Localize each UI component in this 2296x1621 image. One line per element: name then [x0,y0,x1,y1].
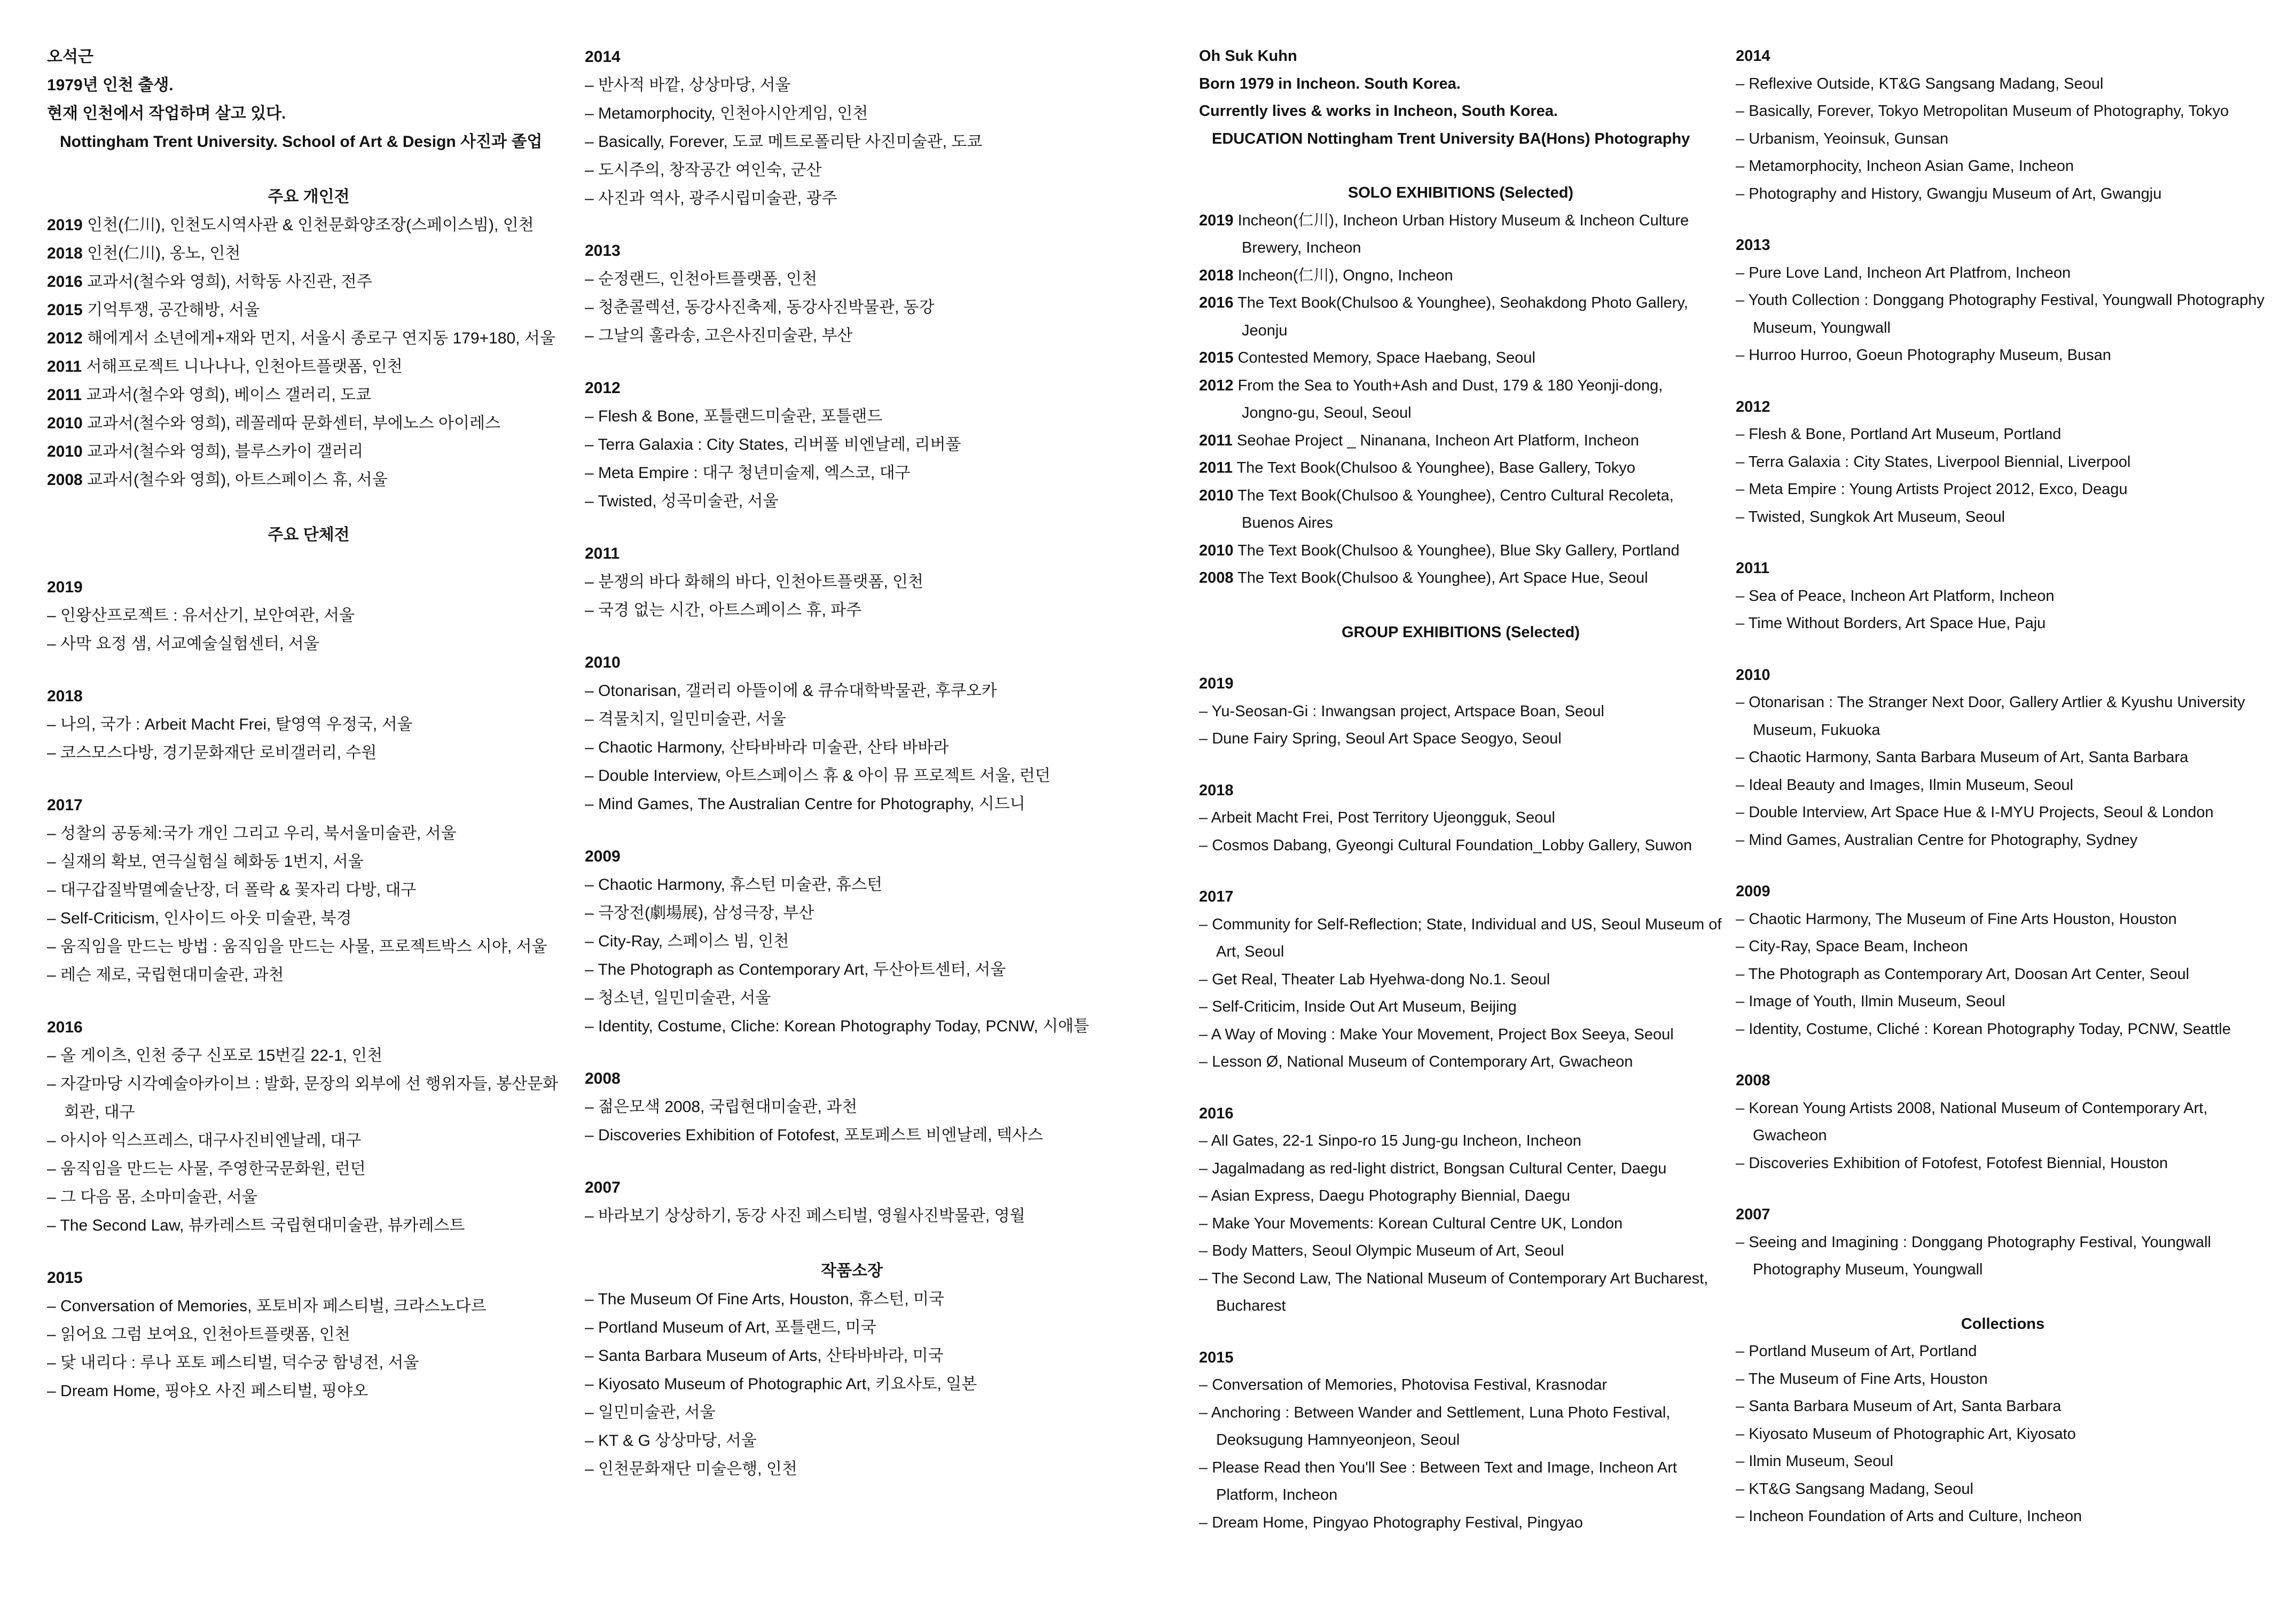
collection-item: – Ilmin Museum, Seoul [1736,1453,1893,1470]
exhibition-item: – Make Your Movements: Korean Cultural Centre UK, London [1199,1215,1623,1232]
exhibition-item: – Youth Collection : Donggang Photography Festival, Youngwall Photography Museum, Youngwall [1736,292,2264,336]
exhibition-item: – 사진과 역사, 광주시립미술관, 광주 [585,190,837,207]
group-list-ko-2 [585,43,1119,1230]
exhibition-item: – Lesson Ø, National Museum of Contemporary Art, Gwacheon [1199,1053,1633,1070]
exhibition-item: – 사막 요정 샘, 서교예술실험센터, 서울 [47,635,319,653]
year-heading: 2012 [1736,398,1770,416]
exhibition-item: – Cosmos Dabang, Gyeongi Cultural Foundation_Lobby Gallery, Suwon [1199,836,1692,854]
exhibition-item: – 아시아 익스프레스, 대구사진비엔날레, 대구 [47,1132,362,1149]
exhibition-item: – Image of Youth, Ilmin Museum, Seoul [1736,993,2005,1010]
exhibition-item: – The Second Law, The National Museum of Contemporary Art Bucharest, Bucharest [1199,1270,1709,1314]
exhibition-item: – Mind Games, The Australian Centre for Photography, 시드니 [585,795,1025,813]
artist-name-en: Oh Suk Kuhn [1199,48,1297,65]
born-en: Born 1979 in Incheon. South Korea. [1199,75,1461,92]
collection-item: – 인천문화재단 미술은행, 인천 [585,1460,797,1478]
exhibition-item: – Get Real, Theater Lab Hyehwa-dong No.1. Seoul [1199,970,1550,988]
korean-column-2 [585,43,1119,1483]
exhibition-item: – Discoveries Exhibition of Fotofest, Fotofest Biennial, Houston [1736,1154,2168,1172]
exhibition-item: – Metamorphocity, Incheon Asian Game, Incheon [1736,158,2074,175]
exhibition-item: – Conversation of Memories, Photovisa Festival, Krasnodar [1199,1376,1608,1393]
collections-title-en: Collections [1961,1315,2045,1333]
year-heading: 2009 [585,848,621,865]
solo-item: 2010 교과서(철수와 영희), 블루스카이 갤러리 [47,443,364,460]
year-heading: 2019 [47,578,83,596]
exhibition-item: – 청춘콜렉션, 동강사진축제, 동강사진박물관, 동강 [585,299,935,316]
exhibition-item: – Dream Home, Pingyao Photography Festival, Pingyao [1199,1514,1583,1531]
solo-item: 2015 Contested Memory, Space Haebang, Seoul [1199,349,1535,366]
solo-item: 2012 From the Sea to Youth+Ash and Dust, 179 & 180 Yeonji-dong, Jongno-gu, Seoul, Seoul [1199,377,1663,421]
exhibition-item: – Self-Criticism, 인사이드 아웃 미술관, 북경 [47,910,352,927]
solo-title-ko: 주요 개인전 [268,188,350,206]
artist-name-ko: 오석근 [47,48,93,66]
exhibition-item: – The Photograph as Contemporary Art, 두산아트센터, 서울 [585,961,1006,978]
exhibition-item: – 분쟁의 바다 화해의 바다, 인천아트플랫폼, 인천 [585,573,923,591]
year-heading: 2015 [47,1269,83,1287]
solo-item: 2018 Incheon(仁川), Ongno, Incheon [1199,267,1453,284]
collection-item: – Portland Museum of Art, 포틀랜드, 미국 [585,1319,876,1336]
exhibition-item: – Basically, Forever, 도쿄 메트로폴리탄 사진미술관, 도쿄 [585,133,983,151]
exhibition-item: – Otonarisan : The Stranger Next Door, Gallery Artlier & Kyushu University Museum, Fukuoka [1736,694,2245,739]
collection-item: – KT&G Sangsang Madang, Seoul [1736,1480,1973,1498]
exhibition-item: – Self-Criticim, Inside Out Art Museum, Beijing [1199,998,1517,1015]
exhibition-item: – Seeing and Imagining : Donggang Photography Festival, Youngwall Photography Museum, Youngwall [1736,1233,2211,1278]
exhibition-item: – 극장전(劇場展), 삼성극장, 부산 [585,904,814,922]
exhibition-item: – 청소년, 일민미술관, 서울 [585,989,771,1007]
year-heading: 2011 [1736,560,1769,577]
lives-en: Currently lives & works in Incheon, South Korea. [1199,103,1558,120]
exhibition-item: – 나의, 국가 : Arbeit Macht Frei, 탈영역 우정국, 서울 [47,716,413,733]
solo-item: 2019 Incheon(仁川), Incheon Urban History Museum & Incheon Culture Brewery, Incheon [1199,212,1689,256]
exhibition-item: – 격물치지, 일민미술관, 서울 [585,710,787,728]
solo-title-en: SOLO EXHIBITIONS (Selected) [1347,184,1574,201]
korean-column-1 [47,43,570,1405]
exhibition-item: – 성찰의 공동체:국가 개인 그리고 우리, 북서울미술관, 서울 [47,825,457,842]
year-heading: 2016 [47,1019,83,1036]
collection-item: – Santa Barbara Museum of Art, Santa Barbara [1736,1398,2062,1415]
english-column-1 [1199,43,1722,1537]
year-heading: 2013 [585,242,621,260]
exhibition-item: – The Photograph as Contemporary Art, Doosan Art Center, Seoul [1736,965,2190,983]
solo-item: 2012 해에게서 소년에게+재와 먼지, 서울시 종로구 연지동 179+180, 서울 [47,330,555,347]
exhibition-item: – Photography and History, Gwangju Museum of Art, Gwangju [1736,185,2162,202]
exhibition-item: – Korean Young Artists 2008, National Museum of Contemporary Art, Gwacheon [1736,1099,2208,1144]
exhibition-item: – Chaotic Harmony, 산타바바라 미술관, 산타 바바라 [585,739,949,756]
collection-item: – The Museum Of Fine Arts, Houston, 휴스턴, 미국 [585,1290,944,1308]
exhibition-item: – Pure Love Land, Incheon Art Platfrom, Incheon [1736,264,2071,281]
exhibition-item: – 대구갑질박멸예술난장, 더 폴락 & 꽃자리 다방, 대구 [47,881,417,899]
exhibition-item: – Meta Empire : Young Artists Project 2012, Exco, Deagu [1736,481,2128,498]
collection-item: – Incheon Foundation of Arts and Culture, Incheon [1736,1508,2082,1525]
solo-item: 2016 교과서(철수와 영희), 서학동 사진관, 전주 [47,273,372,291]
year-heading: 2016 [1199,1105,1234,1122]
exhibition-item: – Ideal Beauty and Images, Ilmin Museum, Seoul [1736,776,2073,794]
collections-list-en [1736,1338,2270,1531]
exhibition-item: – Arbeit Macht Frei, Post Territory Ujeongguk, Seoul [1199,809,1555,826]
exhibition-item: – Identity, Costume, Cliché : Korean Photography Today, PCNW, Seattle [1736,1020,2231,1038]
exhibition-item: – Community for Self-Reflection; State, Individual and US, Seoul Museum of Art, Seoul [1199,915,1722,960]
lives-ko: 현재 인천에서 작업하며 살고 있다. [47,105,286,122]
year-heading: 2018 [47,687,83,705]
solo-list-ko [47,211,570,494]
year-heading: 2014 [1736,48,1770,65]
exhibition-item: – 도시주의, 창작공간 여인숙, 군산 [585,161,822,179]
year-heading: 2011 [585,545,620,562]
exhibition-item: – 인왕산프로젝트 : 유서산기, 보안여관, 서울 [47,607,355,624]
solo-item: 2015 기억투쟁, 공간해방, 서울 [47,301,260,319]
exhibition-item: – Double Interview, 아트스페이스 휴 & 아이 뮤 프로젝트 서울, 런던 [585,767,1051,785]
exhibition-item: – 코스모스다방, 경기문화재단 로비갤러리, 수원 [47,744,377,762]
year-heading: 2010 [585,654,621,671]
solo-item: 2011 교과서(철수와 영희), 베이스 갤러리, 도쿄 [47,386,372,404]
exhibition-item: – 국경 없는 시간, 아트스페이스 휴, 파주 [585,601,862,619]
solo-item: 2011 Seohae Project _ Ninanana, Incheon Art Platform, Incheon [1199,432,1639,449]
exhibition-item: – 올 게이츠, 인천 중구 신포로 15번길 22-1, 인천 [47,1047,383,1064]
year-heading: 2019 [1199,675,1234,692]
exhibition-item: – Conversation of Memories, 포토비자 페스티벌, 크라스노다르 [47,1297,487,1315]
collection-item: – Santa Barbara Museum of Arts, 산타바바라, 미국 [585,1347,944,1365]
solo-item: 2011 The Text Book(Chulsoo & Younghee), Base Gallery, Tokyo [1199,459,1635,476]
solo-item: 2010 The Text Book(Chulsoo & Younghee), Centro Cultural Recoleta, Buenos Aires [1199,487,1674,531]
year-heading: 2014 [585,48,621,66]
exhibition-item: – 순정랜드, 인천아트플랫폼, 인천 [585,270,818,288]
exhibition-item: – 바라보기 상상하기, 동강 사진 페스티벌, 영월사진박물관, 영월 [585,1207,1025,1225]
exhibition-item: – Metamorphocity, 인천아시안게임, 인천 [585,105,868,122]
exhibition-item: – 실재의 확보, 연극실험실 혜화동 1번지, 서울 [47,853,364,871]
solo-item: 2011 서해프로젝트 니나나나, 인천아트플랫폼, 인천 [47,358,403,375]
year-heading: 2008 [585,1070,621,1087]
year-heading: 2007 [1736,1206,1770,1223]
exhibition-item: – 레슨 제로, 국립현대미술관, 과천 [47,966,284,984]
collection-item: – Kiyosato Museum of Photographic Art, Kiyosato [1736,1425,2076,1443]
year-heading: 2017 [47,796,83,814]
exhibition-item: – Chaotic Harmony, 휴스턴 미술관, 휴스턴 [585,876,883,894]
exhibition-item: – Twisted, Sungkok Art Museum, Seoul [1736,508,2005,526]
exhibition-item: – 닻 내리다 : 루나 포토 페스티벌, 덕수궁 함녕전, 서울 [47,1354,419,1372]
exhibition-item: – Chaotic Harmony, The Museum of Fine Arts Houston, Houston [1736,910,2177,928]
exhibition-item: – 반사적 바깥, 상상마당, 서울 [585,76,791,94]
collection-item: – 일민미술관, 서울 [585,1404,716,1421]
exhibition-item: – City-Ray, 스페이스 빔, 인천 [585,933,789,950]
solo-item: 2018 인천(仁川), 옹노, 인천 [47,245,241,262]
exhibition-item: – Chaotic Harmony, Santa Barbara Museum of Art, Santa Barbara [1736,749,2189,766]
collections-list-ko [585,1285,1119,1483]
year-heading: 2010 [1736,666,1770,684]
exhibition-item: – Twisted, 성곡미술관, 서울 [585,492,779,510]
exhibition-item: – Flesh & Bone, Portland Art Museum, Portland [1736,426,2062,443]
exhibition-item: – City-Ray, Space Beam, Incheon [1736,938,1968,955]
exhibition-item: – The Second Law, 뷰카레스트 국립현대미술관, 뷰카레스트 [47,1217,465,1234]
exhibition-item: – 읽어요 그럼 보여요, 인천아트플랫폼, 인천 [47,1326,350,1343]
exhibition-item: – Terra Galaxia : City States, Liverpool Biennial, Liverpool [1736,453,2131,471]
exhibition-item: – Reflexive Outside, KT&G Sangsang Madang, Seoul [1736,75,2104,92]
exhibition-item: – 자갈마당 시각예술아카이브 : 발화, 문장의 외부에 선 행위자들, 봉산문화회관, 대구 [47,1075,559,1121]
exhibition-item: – Anchoring : Between Wander and Settlement, Luna Photo Festival, Deoksugung Hamnyeonjeon, Seoul [1199,1404,1671,1448]
exhibition-item: – 움직임을 만드는 방법 : 움직임을 만드는 사물, 프로젝트박스 시야, 서울 [47,938,547,956]
exhibition-item: – Time Without Borders, Art Space Hue, Paju [1736,615,2046,632]
exhibition-item: – Terra Galaxia : City States, 리버풀 비엔날레, 리버풀 [585,436,961,453]
solo-item: 2016 The Text Book(Chulsoo & Younghee), Seohakdong Photo Gallery, Jeonju [1199,294,1688,339]
exhibition-item: – Identity, Costume, Cliche: Korean Photography Today, PCNW, 시애틀 [585,1017,1090,1035]
solo-item: 2008 The Text Book(Chulsoo & Younghee), Art Space Hue, Seoul [1199,569,1648,586]
born-ko: 1979년 인천 출생. [47,76,174,94]
collection-item: – The Museum of Fine Arts, Houston [1736,1370,1988,1388]
exhibition-item: – 그 다음 몸, 소마미술관, 서울 [47,1188,257,1206]
exhibition-item: – 젊은모색 2008, 국립현대미술관, 과천 [585,1098,858,1116]
exhibition-item: – Body Matters, Seoul Olympic Museum of Art, Seoul [1199,1242,1564,1259]
year-heading: 2015 [1199,1349,1234,1366]
solo-item: 2008 교과서(철수와 영희), 아트스페이스 휴, 서울 [47,471,388,489]
year-heading: 2012 [585,379,621,397]
collections-title-ko: 작품소장 [821,1262,883,1280]
year-heading: 2008 [1736,1072,1770,1089]
exhibition-item: – Asian Express, Daegu Photography Biennial, Daegu [1199,1187,1570,1204]
exhibition-item: – Yu-Seosan-Gi : Inwangsan project, Artspace Boan, Seoul [1199,702,1604,720]
collection-item: – KT & G 상상마당, 서울 [585,1432,757,1450]
exhibition-item: – All Gates, 22-1 Sinpo-ro 15 Jung-gu Incheon, Incheon [1199,1132,1581,1149]
year-heading: 2018 [1199,781,1234,799]
exhibition-item: – Urbanism, Yeoinsuk, Gunsan [1736,130,1949,147]
group-title-en: GROUP EXHIBITIONS (Selected) [1342,623,1580,641]
year-heading: 2007 [585,1179,621,1196]
year-heading: 2009 [1736,883,1770,900]
exhibition-item: – Discoveries Exhibition of Fotofest, 포토페스트 비엔날레, 텍사스 [585,1126,1043,1144]
education-en: EDUCATION Nottingham Trent University BA(Hons) Photography [1212,130,1690,147]
exhibition-item: – Jagalmadang as red-light district, Bongsan Cultural Center, Daegu [1199,1160,1667,1177]
exhibition-item: – 움직임을 만드는 사물, 주영한국문화원, 런던 [47,1160,366,1178]
exhibition-item: – Mind Games, Australian Centre for Photography, Sydney [1736,831,2138,849]
exhibition-item: – Meta Empire : 대구 청년미술제, 엑스코, 대구 [585,464,911,482]
exhibition-item: – Hurroo Hurroo, Goeun Photography Museum, Busan [1736,347,2111,364]
year-heading: 2017 [1199,888,1234,905]
solo-item: 2019 인천(仁川), 인천도시역사관 & 인천문화양조장(스페이스빔), 인천 [47,216,534,234]
exhibition-item: – Double Interview, Art Space Hue & I-MYU Projects, Seoul & London [1736,804,2214,821]
solo-list-en [1199,207,1722,592]
exhibition-item: – A Way of Moving : Make Your Movement, Project Box Seeya, Seoul [1199,1025,1674,1043]
solo-item: 2010 The Text Book(Chulsoo & Younghee), Blue Sky Gallery, Portland [1199,542,1680,559]
education-ko: Nottingham Trent University. School of Art & Design 사진과 졸업 [60,133,543,151]
group-list-en-2 [1736,43,2270,1284]
solo-item: 2010 교과서(철수와 영희), 레꼴레따 문화센터, 부에노스 아이레스 [47,414,500,432]
english-column-2 [1736,43,2270,1531]
exhibition-item: – Flesh & Bone, 포틀랜드미술관, 포틀랜드 [585,408,883,425]
exhibition-item: – 그날의 훌라송, 고은사진미술관, 부산 [585,327,853,344]
exhibition-item: – Basically, Forever, Tokyo Metropolitan Museum of Photography, Tokyo [1736,103,2229,120]
group-list-en-1 [1199,670,1722,1537]
exhibition-item: – Please Read then You'll See : Between Text and Image, Incheon Art Platform, Incheon [1199,1459,1677,1503]
exhibition-item: – Otonarisan, 갤러리 아뜰이에 & 큐슈대학박물관, 후쿠오카 [585,682,997,700]
year-heading: 2013 [1736,237,1770,254]
group-list-ko-1 [47,573,570,1405]
collection-item: – Portland Museum of Art, Portland [1736,1343,1977,1360]
exhibition-item: – Dream Home, 핑야오 사진 페스티벌, 핑야오 [47,1382,369,1400]
group-title-ko: 주요 단체전 [268,526,350,544]
collection-item: – Kiyosato Museum of Photographic Art, 키요사토, 일본 [585,1375,977,1393]
exhibition-item: – Dune Fairy Spring, Seoul Art Space Seogyo, Seoul [1199,730,1562,747]
exhibition-item: – Sea of Peace, Incheon Art Platform, Incheon [1736,587,2055,605]
